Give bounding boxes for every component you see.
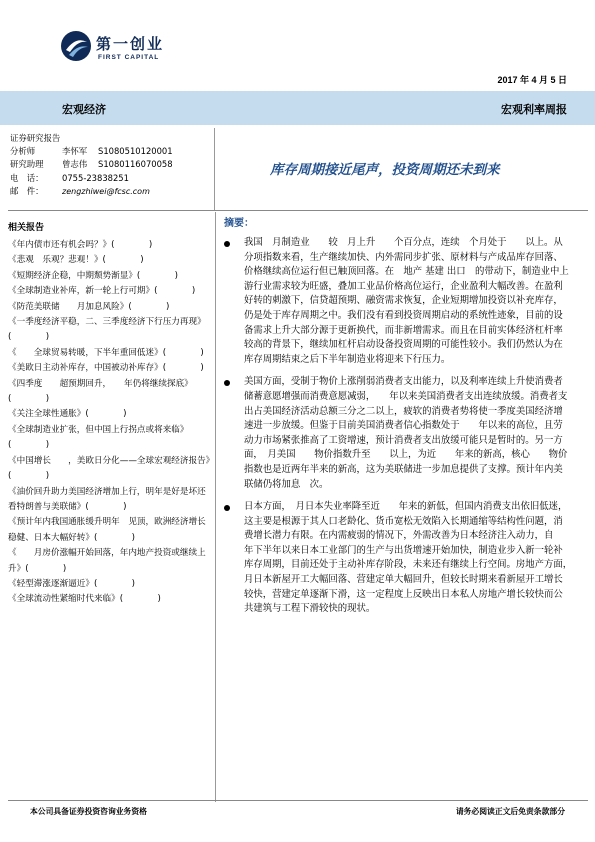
related-report-link[interactable]: 《全球制造业扩张，但中国上行拐点或将来临》( ): [8, 424, 189, 451]
analyst-row: [10, 145, 210, 158]
bullet-icon: [224, 241, 230, 247]
analyst-row: [10, 158, 210, 171]
analyst-name: 李怀军: [62, 146, 88, 157]
abstract-bullet: [224, 375, 569, 492]
related-report-link[interactable]: 《年内债市还有机会吗？》( ): [8, 240, 153, 250]
abstract-paragraph: 我国 月制造业 较 月上升 个百分点，连续 个月处于 以上。从分项指数来看，生产继续加快、内外需同步扩张、原材料与产成品库存回落、价格继续高位运行但已触顶回落。在 地产 基建 出口 的带动下，制造业中上游行业需求较为旺盛，叠加工业品价格高位运行，企业盈利大幅改善。在盈利好转的刺激下，信贷超预期、融资需求恢复，企业短期增加投资以补充库存，仍是处于库存周期之中。我们没有看到投资周期启动的系统性迹象，目前的设备需求上升大部分源于更新换代，而非新增需求。而且在目前实体经济杠杆率较高的背景下，继续加杠杆启动设备投资周期的可能性较小。我们仍然认为在库存周期结束之后下半年制造业将迎来下行压力。: [244, 237, 569, 365]
bullet-icon: [224, 380, 230, 386]
email-link[interactable]: zengzhiwei@fcsc.com: [62, 186, 150, 196]
section-banner: [0, 91, 595, 125]
analyst-id: S1080116070058: [98, 159, 173, 170]
divider: [8, 210, 588, 211]
analyst-role: 分析师: [10, 146, 36, 157]
divider: [214, 128, 215, 210]
related-report-link[interactable]: 《轻型滞涨逐渐逼近》( ): [8, 578, 136, 589]
related-report-link[interactable]: 《短期经济企稳，中期颓势渐显》( ): [8, 270, 178, 281]
abstract-paragraph: 美国方面，受制于物价上涨削弱消费者支出能力，以及利率连续上升使消费者储蓄意愿增强而消费意愿减弱， 年以来美国消费者支出连续放缓。消费者支出占美国经济活动总额三分之二以上，疲软的消费者势将使一季度美国经济增速进一步放缓。但鉴于目前美国消费者信心指数处于 年以来的高位，且劳动力市场紧张推高了工资增速，预计消费者支出放缓可能只是暂时的。另一方面， 月美国 物价指数升至 以上，为近 年来的新高，核心 物价指数也是近两年半来的新高，这为美联储进一步加息提供了支撑。预计年内美联储仍将加息 次。: [244, 376, 568, 490]
related-report-link[interactable]: 《油价回升助力美国经济增加上行，明年是好是坏还看特朗普与美联储》( ): [8, 486, 206, 512]
footer-qualification: 本公司具备证券投资咨询业务资格: [30, 807, 147, 816]
analyst-role: 研究助理: [10, 159, 44, 170]
related-reports-list: [8, 238, 210, 608]
related-report-link[interactable]: 《防范美联储 月加息风险》( ): [8, 301, 170, 312]
related-report-link[interactable]: 《 月房价涨幅开始回落，年内地产投资或继续上升》( ): [8, 548, 206, 574]
related-report-link[interactable]: 《全球制造业补库，新一轮上行可期》( ): [8, 286, 196, 297]
abstract-body: [224, 236, 577, 625]
related-report-link[interactable]: 《 全球贸易转暖，下半年重回低迷》( ): [8, 347, 204, 358]
analyst-phone-row: [10, 172, 210, 185]
analyst-name: 曾志伟: [62, 159, 88, 170]
analyst-email-row: [10, 185, 210, 198]
first-capital-logo-icon: [60, 30, 92, 62]
logo-chinese-text: 第一创业: [96, 35, 165, 53]
analyst-id: S1080510120001: [98, 146, 173, 157]
report-type: 宏观利率周报: [501, 103, 567, 116]
section-category: 宏观经济: [62, 103, 106, 116]
related-report-link[interactable]: 《关注全球性通胀》( ): [8, 409, 127, 420]
phone-label: 电 话：: [10, 172, 44, 183]
divider: [8, 800, 588, 801]
related-report-link[interactable]: 《一季度经济平稳，二、三季度经济下行压力再现》( ): [8, 317, 206, 343]
company-logo: [60, 30, 200, 74]
related-reports-heading: 相关报告: [8, 223, 45, 233]
divider: [215, 212, 216, 802]
abstract-paragraph: 日本方面， 月日本失业率降至近 年来的新低，但国内消费支出依旧低迷，这主要是根源于其人口老龄化、货币宽松无效陷入长期通缩等结构性问题，消费增长潜力有限。在内需疲弱的情况下，外需改善为日本经济注入动力，自 年下半年以来日本工业部门的生产与出货增速开始加快，制造业步入新一轮补库存周期，目前还处于主动补库存阶段，未来还有继续上行空间。房地产方面， 月日本新屋开工大幅回落、营建定单大幅回升，但较长时期来看新屋开工增长较快，营建定单逐渐下滑，这一定程度上反映出日本私人房地产增长较快而公共建筑与工程下滑较快的现状。: [244, 501, 577, 615]
footer-disclaimer: 请务必阅读正文后免责条款部分: [455, 807, 565, 816]
logo-english-text: FIRST CAPITAL: [98, 54, 160, 61]
report-title: 库存周期接近尾声，投资周期还未到来: [270, 162, 500, 178]
related-report-link[interactable]: 《美欧日主动补库存，中国被动补库存》( ): [8, 363, 204, 374]
email-label: 邮 件：: [10, 185, 44, 196]
abstract-bullet: [224, 500, 577, 617]
related-report-link[interactable]: 《全球流动性紧缩时代来临》( ): [8, 594, 161, 605]
abstract-bullet: [224, 236, 569, 367]
analyst-info: [10, 132, 210, 198]
abstract-heading: 摘要：: [224, 218, 254, 229]
related-report-link[interactable]: 《预计年内我国通胀缓升明年 见顶，欧洲经济增长稳健、日本大幅好转》( ): [8, 517, 206, 543]
bullet-icon: [224, 505, 230, 511]
phone-number: 0755-23838251: [62, 172, 129, 183]
related-report-link[interactable]: 《四季度 超预期回升， 年仍将继续探底》( ): [8, 378, 193, 405]
related-report-link[interactable]: 《中国增长 ，美欧日分化——全球宏观经济报告》( ): [8, 455, 210, 482]
analyst-heading: 证券研究报告: [10, 133, 61, 143]
report-date: 2017 年 4 月 5 日: [497, 75, 567, 85]
related-report-link[interactable]: 《悲观 乐观？悲观！》( ): [8, 255, 144, 266]
